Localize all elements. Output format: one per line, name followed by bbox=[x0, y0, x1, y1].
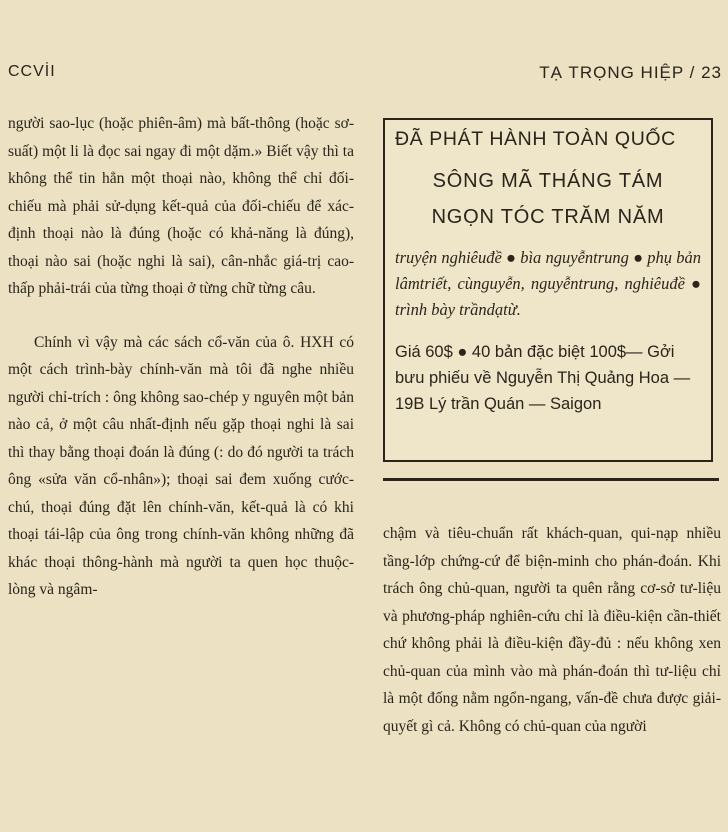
left-paragraph-2: Chính vì vậy mà các sách cổ-văn của ô. HXH có một cách trình-bày chính-văn mà tôi đã nghe nhiều người chỉ-trích : ông không sao-chép y nguyên một bản nào cả, ở một câu nhất-định nếu gặp thoại nghi là sai thì thay bằng thoại đoán là đúng (: do đó người ta trách ông «sửa văn cổ-nhân»); thoại sai đem xuống cước-chú, thoại đúng đặt lên chính-văn, kết-quả là có khi thoại tái-lập của ông trong chính-văn không những đã khác thoại thông-hành mà người ta quen học thuộc-lòng và ngâm- bbox=[8, 333, 354, 598]
right-paragraph-1: chậm và tiêu-chuẩn rất khách-quan, qui-nạp nhiều tầng-lớp chứng-cứ để biện-minh cho phán-đoán. Khi trách ông chủ-quan, người ta quên rằng cơ-sở tư-liệu và phương-pháp nghiên-cứu chỉ là điều-kiện cần-thiết chứ không phải là điều-kiện đầy-đủ : nếu không xen chủ-quan của mình vào mà phán-đoán thì tư-liệu chỉ là một đống nằm ngổn-ngang, vấn-đề chưa được giải-quyết gì cả. Không có chủ-quan của người bbox=[383, 525, 721, 735]
ad-book-title-line-2: NGỌN TÓC TRĂM NĂM bbox=[431, 206, 665, 228]
ad-bottom-rule bbox=[383, 478, 719, 481]
page-header-author-page: TẠ TRỌNG HIỆP / 23 bbox=[539, 63, 722, 82]
ad-price-and-address: Giá 60$ ● 40 bản đặc biệt 100$— Gởi bưu phiếu về Nguyễn Thị Quảng Hoa — 19B Lý trần Quán — Saigon bbox=[395, 343, 691, 413]
ad-headline: ĐÃ PHÁT HÀNH TOÀN QUỐC bbox=[395, 128, 676, 150]
ad-book-title bbox=[385, 163, 711, 235]
left-paragraph-1: người sao-lục (hoặc phiên-âm) mà bất-thông (hoặc sơ-suất) một li là đọc sai ngay đi một dặm.» Biết vậy thì ta không thể tin hẳn một thoại nào, không thể chỉ đối-chiếu mà phải sử-dụng kết-quả của đối-chiếu để xác-định thoại nào là đúng (hoặc có khả-năng là đúng), thoại nào sai (hoặc nghi là sai), cân-nhắc giá-trị cao-thấp phải-trái của từng thoại ở từng chữ từng câu. bbox=[8, 115, 354, 297]
page-section-code: CCVİI bbox=[8, 63, 56, 80]
left-column bbox=[8, 110, 354, 604]
book-advertisement bbox=[383, 118, 713, 462]
right-column bbox=[383, 520, 721, 740]
ad-credits: truyện nghiêuđề ● bìa nguyễntrung ● phụ bản lâmtriết, cùnguyễn, nguyễntrung, nghiêuđề ● trình bày trầndạtừ. bbox=[395, 248, 701, 319]
ad-book-title-line-1: SÔNG MÃ THÁNG TÁM bbox=[432, 170, 664, 192]
